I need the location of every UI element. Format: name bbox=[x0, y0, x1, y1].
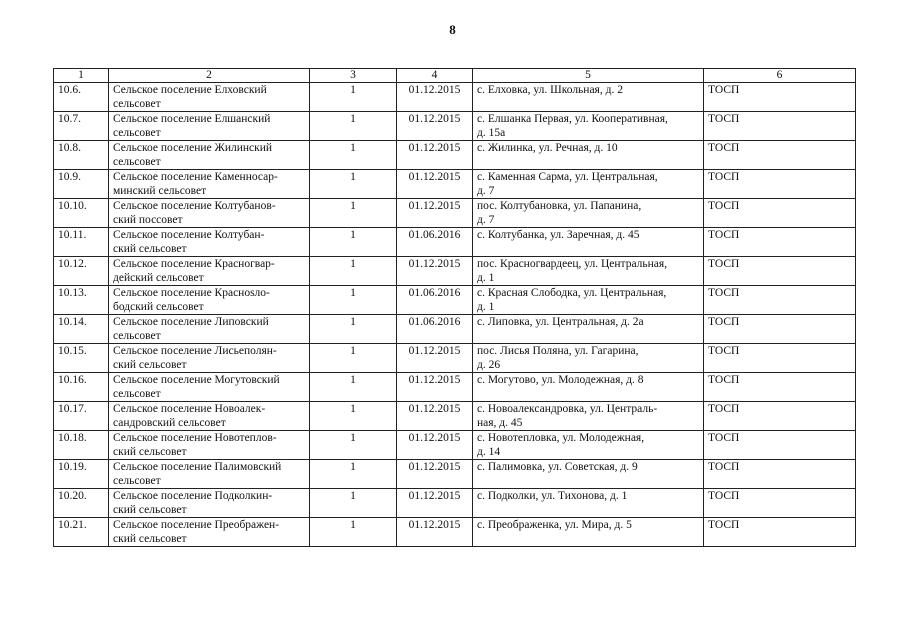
date-cell-text: 01.12.2015 bbox=[408, 432, 461, 444]
row-number-cell-text: 10.11. bbox=[58, 229, 87, 241]
quantity-cell-text: 1 bbox=[350, 113, 356, 125]
header-cell: 2 bbox=[109, 69, 310, 83]
page-number: 8 bbox=[449, 22, 456, 37]
quantity-cell bbox=[310, 170, 397, 199]
row-number-cell bbox=[54, 257, 109, 286]
quantity-cell bbox=[310, 257, 397, 286]
settlement-name-cell-text: Сельское поселение Преображен- bbox=[113, 519, 280, 531]
table-row bbox=[54, 373, 856, 402]
quantity-cell bbox=[310, 489, 397, 518]
table-row bbox=[54, 141, 856, 170]
row-number-cell bbox=[54, 489, 109, 518]
address-cell-text: пос. Колтубановка, ул. Папанина, bbox=[477, 200, 642, 212]
address-cell-text: пос. Лисья Поляна, ул. Гагарина, bbox=[477, 345, 639, 357]
settlement-name-cell-text: бодский сельсовет bbox=[113, 301, 204, 313]
quantity-cell-text: 1 bbox=[350, 287, 356, 299]
quantity-cell-text: 1 bbox=[350, 490, 356, 502]
type-cell-text: ТОСП bbox=[708, 374, 740, 386]
date-cell bbox=[397, 228, 473, 257]
header-cell: 3 bbox=[310, 69, 397, 83]
address-cell bbox=[473, 373, 704, 402]
table-row bbox=[54, 257, 856, 286]
type-cell bbox=[704, 489, 856, 518]
quantity-cell bbox=[310, 141, 397, 170]
settlement-name-cell-text: сельсовет bbox=[113, 156, 161, 168]
settlements-table bbox=[53, 68, 856, 547]
quantity-cell bbox=[310, 228, 397, 257]
quantity-cell-text: 1 bbox=[350, 403, 356, 415]
address-cell-text: с. Могутово, ул. Молодежная, д. 8 bbox=[477, 374, 644, 386]
quantity-cell-text: 1 bbox=[350, 374, 356, 386]
settlement-name-cell-text: ский поссовет bbox=[113, 214, 183, 226]
table-row bbox=[54, 402, 856, 431]
quantity-cell-text: 1 bbox=[350, 432, 356, 444]
type-cell bbox=[704, 83, 856, 112]
address-cell bbox=[473, 286, 704, 315]
header-cell: 1 bbox=[54, 69, 109, 83]
date-cell-text: 01.12.2015 bbox=[408, 84, 461, 96]
table-row bbox=[54, 170, 856, 199]
quantity-cell-text: 1 bbox=[350, 519, 356, 531]
settlement-name-cell-text: Сельское поселение Могутовский bbox=[113, 374, 280, 386]
address-cell bbox=[473, 228, 704, 257]
date-cell bbox=[397, 141, 473, 170]
date-cell-text: 01.12.2015 bbox=[408, 142, 461, 154]
address-cell-text: д. 7 bbox=[477, 185, 495, 197]
quantity-cell-text: 1 bbox=[350, 258, 356, 270]
settlement-name-cell bbox=[109, 83, 310, 112]
settlement-name-cell bbox=[109, 344, 310, 373]
address-cell-text: с. Колтубанка, ул. Заречная, д. 45 bbox=[477, 229, 640, 241]
settlement-name-cell-text: сельсовет bbox=[113, 330, 161, 342]
settlement-name-cell-text: Сельское поселение Каменносар- bbox=[113, 171, 278, 183]
date-cell-text: 01.12.2015 bbox=[408, 258, 461, 270]
type-cell bbox=[704, 199, 856, 228]
quantity-cell-text: 1 bbox=[350, 461, 356, 473]
date-cell bbox=[397, 489, 473, 518]
address-cell bbox=[473, 112, 704, 141]
settlement-name-cell bbox=[109, 373, 310, 402]
address-cell bbox=[473, 199, 704, 228]
address-cell-text: с. Преображенка, ул. Мира, д. 5 bbox=[477, 519, 632, 531]
address-cell-text: пос. Красногвардеец, ул. Центральная, bbox=[477, 258, 668, 270]
table-row bbox=[54, 83, 856, 112]
quantity-cell bbox=[310, 431, 397, 460]
settlement-name-cell-text: сельсовет bbox=[113, 98, 161, 110]
table-row bbox=[54, 286, 856, 315]
date-cell bbox=[397, 315, 473, 344]
quantity-cell bbox=[310, 112, 397, 141]
row-number-cell-text: 10.10. bbox=[58, 200, 87, 212]
type-cell bbox=[704, 257, 856, 286]
row-number-cell-text: 10.7. bbox=[58, 113, 81, 125]
address-cell bbox=[473, 141, 704, 170]
date-cell bbox=[397, 518, 473, 547]
row-number-cell bbox=[54, 286, 109, 315]
type-cell bbox=[704, 228, 856, 257]
settlement-name-cell-text: ский сельсовет bbox=[113, 504, 187, 516]
quantity-cell bbox=[310, 518, 397, 547]
date-cell bbox=[397, 170, 473, 199]
type-cell bbox=[704, 286, 856, 315]
date-cell bbox=[397, 373, 473, 402]
type-cell bbox=[704, 141, 856, 170]
row-number-cell bbox=[54, 199, 109, 228]
settlement-name-cell bbox=[109, 199, 310, 228]
type-cell-text: ТОСП bbox=[708, 316, 740, 328]
settlement-name-cell-text: Сельское поселение Красногвар- bbox=[113, 258, 275, 270]
address-cell bbox=[473, 170, 704, 199]
date-cell-text: 01.06.2016 bbox=[408, 316, 461, 328]
quantity-cell-text: 1 bbox=[350, 345, 356, 357]
settlement-name-cell bbox=[109, 489, 310, 518]
type-cell-text: ТОСП bbox=[708, 432, 740, 444]
row-number-cell-text: 10.17. bbox=[58, 403, 87, 415]
settlement-name-cell-text: Сельское поселение Новоалек- bbox=[113, 403, 266, 415]
type-cell bbox=[704, 112, 856, 141]
address-cell bbox=[473, 315, 704, 344]
row-number-cell bbox=[54, 518, 109, 547]
row-number-cell-text: 10.14. bbox=[58, 316, 87, 328]
type-cell-text: ТОСП bbox=[708, 287, 740, 299]
quantity-cell-text: 1 bbox=[350, 84, 356, 96]
address-cell-text: д. 15а bbox=[477, 127, 506, 139]
date-cell-text: 01.12.2015 bbox=[408, 171, 461, 183]
row-number-cell-text: 10.20. bbox=[58, 490, 87, 502]
type-cell-text: ТОСП bbox=[708, 345, 740, 357]
settlement-name-cell bbox=[109, 315, 310, 344]
address-cell-text: с. Елховка, ул. Школьная, д. 2 bbox=[477, 84, 623, 96]
address-cell-text: д. 7 bbox=[477, 214, 495, 226]
address-cell bbox=[473, 257, 704, 286]
settlement-name-cell bbox=[109, 228, 310, 257]
type-cell-text: ТОСП bbox=[708, 461, 740, 473]
row-number-cell-text: 10.8. bbox=[58, 142, 81, 154]
row-number-cell bbox=[54, 431, 109, 460]
date-cell-text: 01.06.2016 bbox=[408, 287, 461, 299]
type-cell-text: ТОСП bbox=[708, 519, 740, 531]
date-cell bbox=[397, 257, 473, 286]
quantity-cell bbox=[310, 344, 397, 373]
row-number-cell-text: 10.15. bbox=[58, 345, 87, 357]
settlement-name-cell-text: Сельское поселение Новотеплов- bbox=[113, 432, 277, 444]
table-row bbox=[54, 344, 856, 373]
settlement-name-cell-text: Сельское поселение Лисьеполян- bbox=[113, 345, 277, 357]
type-cell bbox=[704, 460, 856, 489]
table-row bbox=[54, 431, 856, 460]
table-row bbox=[54, 489, 856, 518]
date-cell bbox=[397, 402, 473, 431]
row-number-cell bbox=[54, 373, 109, 402]
row-number-cell-text: 10.12. bbox=[58, 258, 87, 270]
address-cell bbox=[473, 83, 704, 112]
settlement-name-cell bbox=[109, 518, 310, 547]
quantity-cell bbox=[310, 199, 397, 228]
type-cell-text: ТОСП bbox=[708, 142, 740, 154]
settlement-name-cell-text: Сельское поселение Елховский bbox=[113, 84, 267, 96]
type-cell-text: ТОСП bbox=[708, 171, 740, 183]
address-cell-text: д. 26 bbox=[477, 359, 501, 371]
type-cell bbox=[704, 518, 856, 547]
settlement-name-cell-text: сельсовет bbox=[113, 475, 161, 487]
address-cell bbox=[473, 489, 704, 518]
row-number-cell-text: 10.13. bbox=[58, 287, 87, 299]
row-number-cell-text: 10.6. bbox=[58, 84, 81, 96]
type-cell-text: ТОСП bbox=[708, 258, 740, 270]
address-cell-text: ная, д. 45 bbox=[477, 417, 523, 429]
date-cell-text: 01.12.2015 bbox=[408, 403, 461, 415]
table-row bbox=[54, 518, 856, 547]
quantity-cell-text: 1 bbox=[350, 200, 356, 212]
type-cell-text: ТОСП bbox=[708, 490, 740, 502]
settlement-name-cell-text: Сельское поселение Липовский bbox=[113, 316, 269, 328]
date-cell-text: 01.12.2015 bbox=[408, 345, 461, 357]
date-cell-text: 01.12.2015 bbox=[408, 200, 461, 212]
quantity-cell bbox=[310, 373, 397, 402]
date-cell bbox=[397, 460, 473, 489]
date-cell-text: 01.12.2015 bbox=[408, 113, 461, 125]
date-cell bbox=[397, 83, 473, 112]
table-row bbox=[54, 315, 856, 344]
table-row bbox=[54, 199, 856, 228]
table-row bbox=[54, 460, 856, 489]
address-cell bbox=[473, 431, 704, 460]
address-cell bbox=[473, 460, 704, 489]
quantity-cell bbox=[310, 460, 397, 489]
row-number-cell bbox=[54, 170, 109, 199]
row-number-cell bbox=[54, 141, 109, 170]
table-row bbox=[54, 112, 856, 141]
address-cell-text: с. Новотепловка, ул. Молодежная, bbox=[477, 432, 645, 444]
address-cell-text: с. Жилинка, ул. Речная, д. 10 bbox=[477, 142, 618, 154]
table-row bbox=[54, 228, 856, 257]
address-cell-text: с. Каменная Сарма, ул. Центральная, bbox=[477, 171, 658, 183]
settlement-name-cell-text: Сельское поселение Елшанский bbox=[113, 113, 271, 125]
row-number-cell bbox=[54, 344, 109, 373]
address-cell-text: с. Палимовка, ул. Советская, д. 9 bbox=[477, 461, 638, 473]
address-cell-text: д. 14 bbox=[477, 446, 501, 458]
address-cell-text: с. Красная Слободка, ул. Центральная, bbox=[477, 287, 667, 299]
settlement-name-cell bbox=[109, 112, 310, 141]
settlement-name-cell bbox=[109, 402, 310, 431]
date-cell-text: 01.12.2015 bbox=[408, 374, 461, 386]
settlement-name-cell-text: Сельское поселение Колтубан- bbox=[113, 229, 265, 241]
row-number-cell bbox=[54, 112, 109, 141]
date-cell-text: 01.12.2015 bbox=[408, 519, 461, 531]
address-cell bbox=[473, 402, 704, 431]
table-header-row bbox=[54, 69, 856, 83]
row-number-cell-text: 10.21. bbox=[58, 519, 87, 531]
row-number-cell-text: 10.16. bbox=[58, 374, 87, 386]
type-cell bbox=[704, 170, 856, 199]
address-cell-text: с. Подколки, ул. Тихонова, д. 1 bbox=[477, 490, 628, 502]
settlement-name-cell bbox=[109, 431, 310, 460]
settlement-name-cell-text: ский сельсовет bbox=[113, 446, 187, 458]
quantity-cell-text: 1 bbox=[350, 229, 356, 241]
row-number-cell-text: 10.9. bbox=[58, 171, 81, 183]
settlement-name-cell bbox=[109, 141, 310, 170]
settlement-name-cell bbox=[109, 170, 310, 199]
type-cell bbox=[704, 315, 856, 344]
row-number-cell bbox=[54, 460, 109, 489]
settlement-name-cell-text: сандровский сельсовет bbox=[113, 417, 226, 429]
quantity-cell-text: 1 bbox=[350, 171, 356, 183]
header-cell: 6 bbox=[704, 69, 856, 83]
type-cell-text: ТОСП bbox=[708, 84, 740, 96]
settlement-name-cell bbox=[109, 286, 310, 315]
type-cell bbox=[704, 373, 856, 402]
settlement-name-cell-text: ский сельсовет bbox=[113, 359, 187, 371]
address-cell-text: с. Новоалександровка, ул. Централь- bbox=[477, 403, 658, 415]
quantity-cell-text: 1 bbox=[350, 316, 356, 328]
date-cell bbox=[397, 199, 473, 228]
date-cell-text: 01.06.2016 bbox=[408, 229, 461, 241]
settlement-name-cell-text: Сельское поселение Жилинский bbox=[113, 142, 273, 154]
settlement-name-cell-text: сельсовет bbox=[113, 127, 161, 139]
settlement-name-cell-text: Сельское поселение Палимовский bbox=[113, 461, 282, 473]
quantity-cell bbox=[310, 402, 397, 431]
quantity-cell bbox=[310, 83, 397, 112]
type-cell bbox=[704, 431, 856, 460]
type-cell-text: ТОСП bbox=[708, 229, 740, 241]
settlement-name-cell-text: ский сельсовет bbox=[113, 243, 187, 255]
address-cell bbox=[473, 344, 704, 373]
date-cell-text: 01.12.2015 bbox=[408, 461, 461, 473]
row-number-cell bbox=[54, 315, 109, 344]
settlement-name-cell bbox=[109, 257, 310, 286]
settlement-name-cell-text: Сельское поселение Колтубанов- bbox=[113, 200, 276, 212]
settlement-name-cell bbox=[109, 460, 310, 489]
type-cell bbox=[704, 344, 856, 373]
date-cell bbox=[397, 344, 473, 373]
row-number-cell bbox=[54, 83, 109, 112]
address-cell-text: д. 1 bbox=[477, 272, 495, 284]
row-number-cell bbox=[54, 228, 109, 257]
row-number-cell bbox=[54, 402, 109, 431]
date-cell bbox=[397, 112, 473, 141]
settlement-name-cell-text: сельсовет bbox=[113, 388, 161, 400]
date-cell bbox=[397, 431, 473, 460]
row-number-cell-text: 10.19. bbox=[58, 461, 87, 473]
quantity-cell bbox=[310, 315, 397, 344]
address-cell-text: д. 1 bbox=[477, 301, 495, 313]
address-cell-text: с. Липовка, ул. Центральная, д. 2а bbox=[477, 316, 644, 328]
settlement-name-cell-text: минский сельсовет bbox=[113, 185, 207, 197]
header-cell: 5 bbox=[473, 69, 704, 83]
settlement-name-cell-text: Сельское поселение Краснosло- bbox=[113, 287, 270, 299]
address-cell bbox=[473, 518, 704, 547]
header-cell: 4 bbox=[397, 69, 473, 83]
type-cell-text: ТОСП bbox=[708, 113, 740, 125]
settlement-name-cell-text: ский сельсовет bbox=[113, 533, 187, 545]
type-cell-text: ТОСП bbox=[708, 200, 740, 212]
date-cell bbox=[397, 286, 473, 315]
address-cell-text: с. Елшанка Первая, ул. Кооперативная, bbox=[477, 113, 668, 125]
quantity-cell-text: 1 bbox=[350, 142, 356, 154]
quantity-cell bbox=[310, 286, 397, 315]
settlement-name-cell-text: Сельское поселение Подколкин- bbox=[113, 490, 273, 502]
row-number-cell-text: 10.18. bbox=[58, 432, 87, 444]
date-cell-text: 01.12.2015 bbox=[408, 490, 461, 502]
type-cell-text: ТОСП bbox=[708, 403, 740, 415]
settlement-name-cell-text: дейский сельсовет bbox=[113, 272, 204, 284]
type-cell bbox=[704, 402, 856, 431]
